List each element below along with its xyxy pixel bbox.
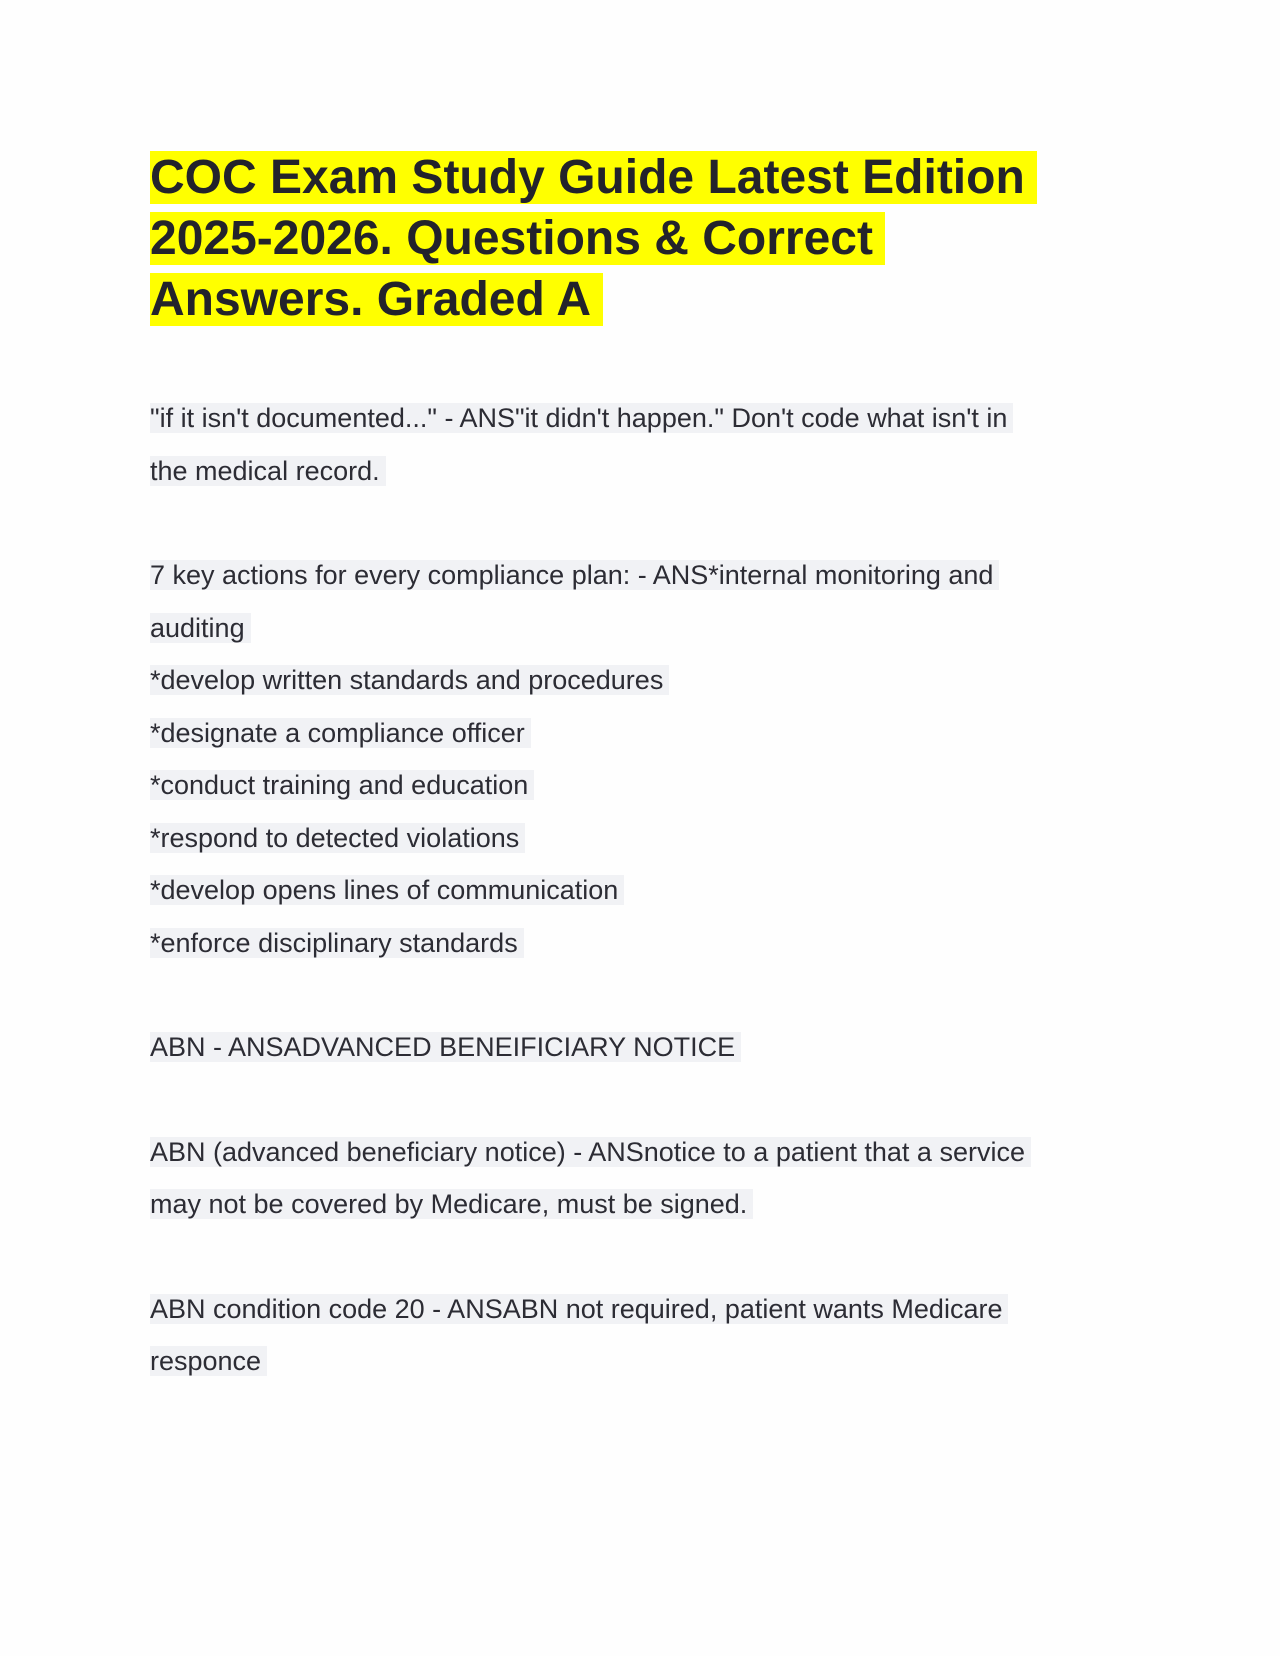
entry-list-item: *respond to detected violations	[150, 823, 525, 853]
qa-entry-abn-condition-code	[150, 1283, 1130, 1388]
entry-list-item: *enforce disciplinary standards	[150, 928, 524, 958]
title-line: Answers. Graded A	[150, 273, 603, 326]
title-line: COC Exam Study Guide Latest Edition	[150, 151, 1037, 204]
title-line: 2025-2026. Questions & Correct	[150, 212, 885, 265]
entry-list-item: *designate a compliance officer	[150, 718, 531, 748]
qa-entry-compliance-plan	[150, 549, 1130, 969]
qa-entry-abn-definition	[150, 1126, 1130, 1231]
entry-text-line: the medical record.	[150, 456, 386, 486]
entry-list-item: *develop opens lines of communication	[150, 875, 624, 905]
entry-list-item: *develop written standards and procedures	[150, 665, 669, 695]
qa-entry-abn	[150, 1021, 1130, 1074]
entry-text-line: auditing	[150, 613, 251, 643]
entry-text-line: ABN (advanced beneficiary notice) - ANSnotice to a patient that a service	[150, 1137, 1031, 1167]
entry-text-line: may not be covered by Medicare, must be signed.	[150, 1189, 753, 1219]
entry-text-line: responce	[150, 1346, 267, 1376]
document-title	[150, 147, 1080, 330]
entry-list-item: *conduct training and education	[150, 770, 534, 800]
qa-entry-documentation	[150, 392, 1130, 497]
entry-text-line: ABN condition code 20 - ANSABN not required, patient wants Medicare	[150, 1294, 1008, 1324]
entry-text-line: "if it isn't documented..." - ANS"it didn't happen." Don't code what isn't in	[150, 403, 1013, 433]
entry-text-line: 7 key actions for every compliance plan: - ANS*internal monitoring and	[150, 560, 999, 590]
entry-text-line: ABN - ANSADVANCED BENEIFICIARY NOTICE	[150, 1032, 741, 1062]
